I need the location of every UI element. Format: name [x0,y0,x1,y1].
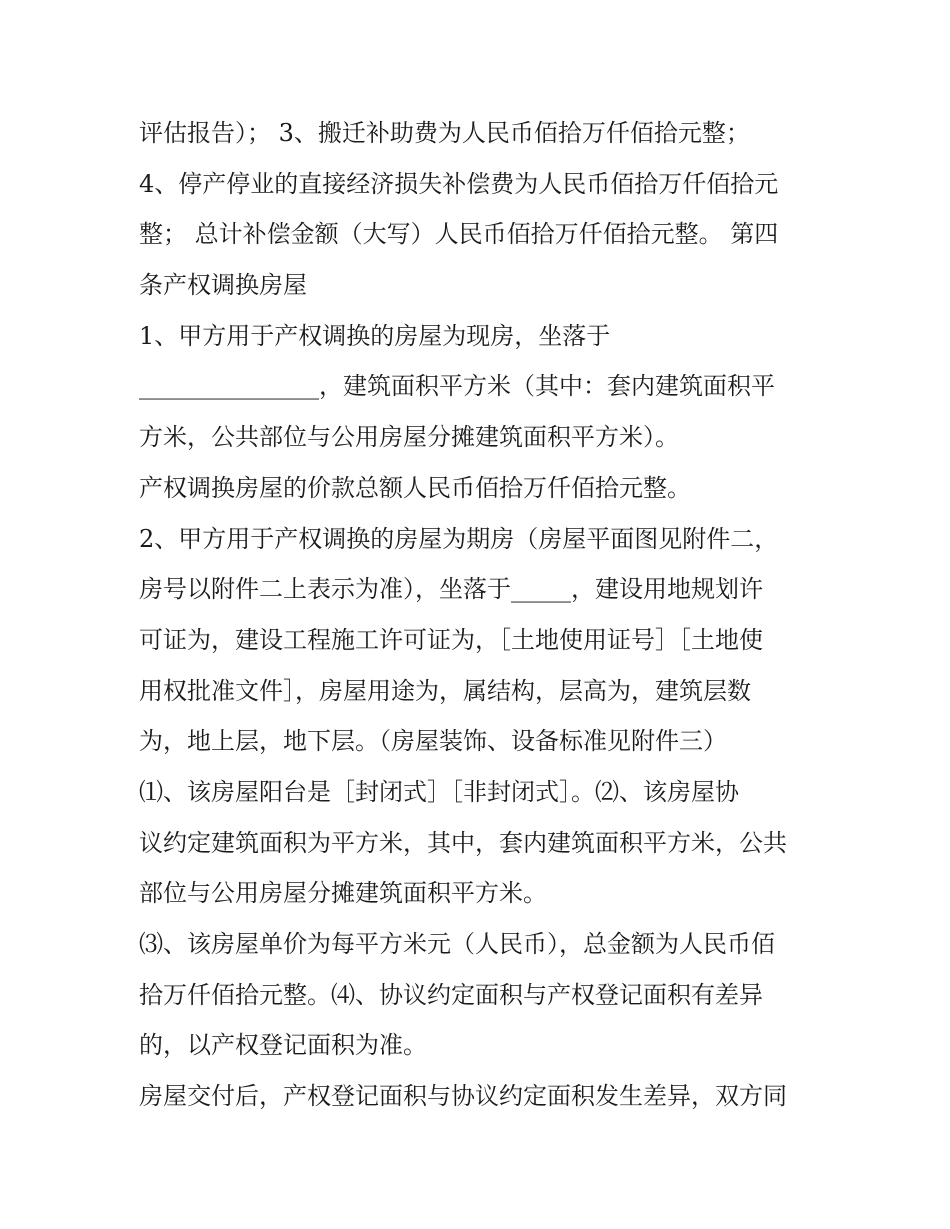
text-line: _______________，建筑面积平方米（其中：套内建筑面积平 [139,372,775,401]
document-body [139,108,829,1122]
text-line: 2、甲方用于产权调换的房屋为期房（房屋平面图见附件二， [139,524,779,553]
text-line: ⑴、该房屋阳台是［封闭式］［非封闭式］。⑵、该房屋协 [139,777,739,806]
text-line: 1、甲方用于产权调换的房屋为现房，坐落于 [139,321,611,350]
text-line: 4、停产停业的直接经济损失补偿费为人民币佰拾万仟佰拾元 [139,169,779,198]
text-line: 方米，公共部位与公用房屋分摊建筑面积平方米）。 [139,423,679,452]
text-line: 条产权调换房屋 [139,271,307,300]
text-line: 部位与公用房屋分摊建筑面积平方米。 [139,879,547,908]
text-line: 用权批准文件］，房屋用途为，属结构，层高为，建筑层数 [139,676,751,705]
text-line: 房屋交付后，产权登记面积与协议约定面积发生差异，双方同 [139,1082,787,1111]
text-line: 为，地上层，地下层。（房屋装饰、设备标准见附件三） [139,727,727,756]
text-line: 议约定建筑面积为平方米，其中，套内建筑面积平方米，公共 [139,828,787,857]
text-line: ⑶、该房屋单价为每平方米元（人民币），总金额为人民币佰 [139,930,775,958]
text-line: 的，以产权登记面积为准。 [139,1031,427,1060]
text-line: 整； 总计补偿金额（大写）人民币佰拾万仟佰拾元整。 第四 [139,220,779,249]
text-line: 拾万仟佰拾元整。⑷、协议约定面积与产权登记面积有差异 [139,980,763,1009]
text-line: 房号以附件二上表示为准），坐落于_____，建设用地规划许 [139,575,763,604]
text-line: 可证为，建设工程施工许可证为，［土地使用证号］［土地使 [139,625,763,654]
text-line: 评估报告）； 3、搬迁补助费为人民币佰拾万仟佰拾元整； [139,119,750,147]
text-line: 产权调换房屋的价款总额人民币佰拾万仟佰拾元整。 [139,473,691,502]
